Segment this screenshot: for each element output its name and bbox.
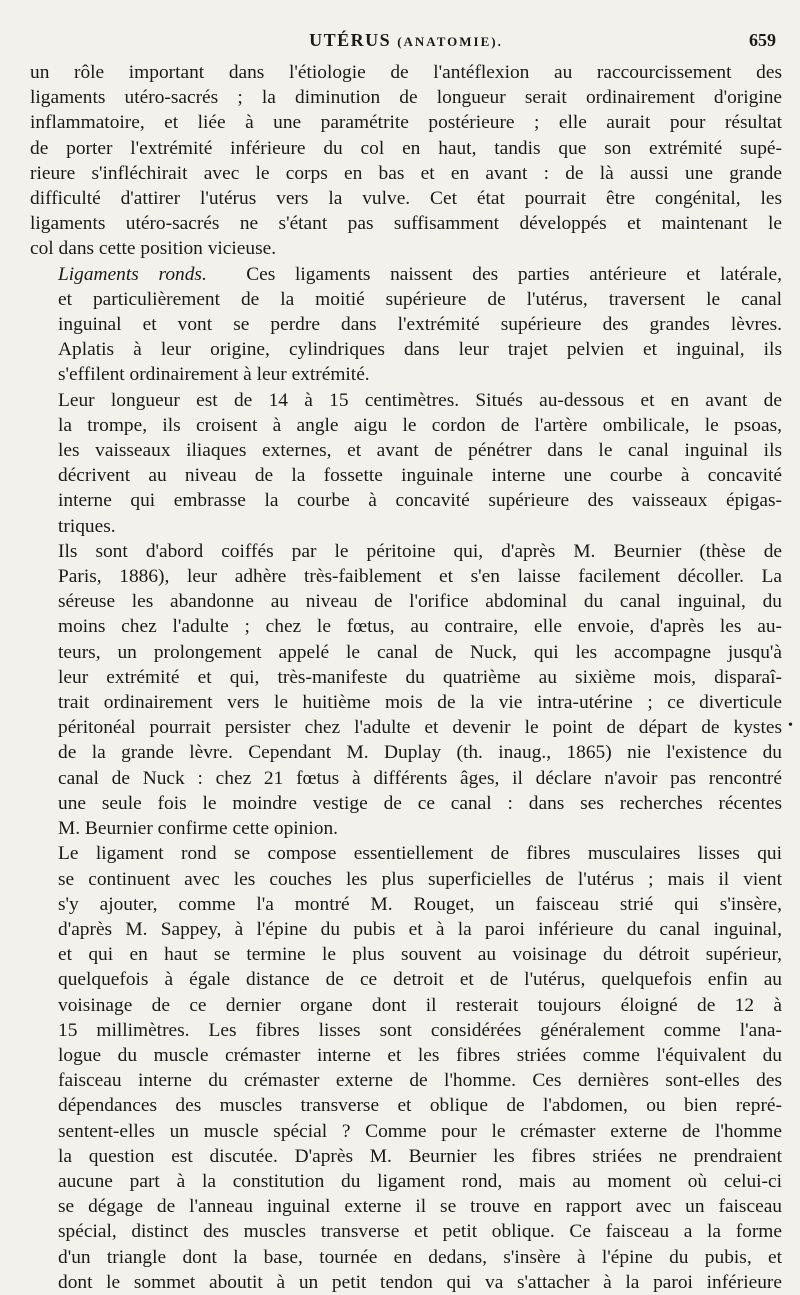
text-line: 15 millimètres. Les fibres lisses sont considérées généralement comme l'ana- [58,1019,782,1041]
margin-mark: • [788,718,793,733]
text-line: ligaments utéro-sacrés ne s'étant pas suffisamment développés et maintenant le [30,213,782,235]
text-line: spécial, distinct des muscles transverse et petit oblique. Ce faisceau a la forme [58,1221,782,1243]
text-line: triques. [58,515,116,537]
text-line: ligaments utéro-sacrés ; la diminution de longueur serait ordinairement d'origine [30,87,782,109]
running-title [30,30,782,51]
text-line: difficulté d'attirer l'utérus vers la vulve. Cet état pourrait être congénital, les [30,188,782,210]
text-line: teurs, un prolongement appelé le canal de Nuck, qui les accompagne jusqu'à [58,641,782,663]
text-line: une seule fois le moindre vestige de ce canal : dans ses recherches récentes [58,792,782,814]
running-header [30,30,782,58]
text-line: sentent-elles un muscle spécial ? Comme pour le crémaster externe de l'homme [58,1120,782,1142]
text-line: voisinage de ce dernier organe dont il resterait toujours éloigné de 12 à [58,994,782,1016]
line-text: Ces ligaments naissent des parties antérieure et latérale, [246,263,782,285]
text-line: moins chez l'adulte ; chez le fœtus, au contraire, elle envoie, d'après les au- [58,616,782,638]
paragraph [30,841,782,1295]
text-line: col dans cette position vicieuse. [30,238,277,260]
text-line: Le ligament rond se compose essentiellement de fibres musculaires lisses qui [58,843,782,865]
text-line: canal de Nuck : chez 21 fœtus à différents âges, il déclare n'avoir pas rencontré [58,767,782,789]
text-line: M. Beurnier confirme cette opinion. [58,818,338,840]
text-line: Aplatis à leur origine, cylindriques dans leur trajet pelvien et inguinal, ils [58,339,782,361]
text-line [30,262,782,287]
text-line: quelquefois à égale distance de ce detroit et de l'utérus, quelquefois enfin au [58,969,782,991]
text-line: aucune part à la constitution du ligament rond, mais au moment où celui-ci [58,1170,782,1192]
page-number: 659 [749,30,776,50]
text-line: se continuent avec les couches les plus superficielles de l'utérus ; mais il vient [58,868,782,890]
text-line: de la grande lèvre. Cependant M. Duplay (th. inaug., 1865) nie l'existence du [58,742,782,764]
header-subtitle: (ANATOMIE). [397,34,503,49]
text-line: rieure s'infléchirait avec le corps en bas et en avant : de là aussi une grande [30,162,782,184]
text-line: logue du muscle crémaster interne et les fibres striées comme l'équivalent du [58,1044,782,1066]
text-line: dépendances des muscles transverse et oblique de l'abdomen, ou bien repré- [58,1095,782,1117]
text-line: dont le sommet aboutit à un petit tendon qui va s'attacher à la paroi inférieure [58,1271,782,1293]
text-line: inguinal et vont se perdre dans l'extrémité supérieure des grandes lèvres. [58,314,782,336]
paragraph [30,60,782,262]
text-line: et particulièrement de la moitié supérieure de l'utérus, traversent le canal [58,288,782,310]
header-title: UTÉRUS [309,30,392,50]
paragraph [30,262,782,388]
text-line: d'un triangle dont la base, tournée en dedans, s'insère à l'épine du pubis, et [58,1246,782,1268]
text-line: les vaisseaux iliaques externes, et avant de pénétrer dans le canal inguinal ils [58,440,782,462]
text-line: inflammatoire, et liée à une paramétrite postérieure ; elle aurait pour résultat [30,112,782,134]
text-line: leur extrémité et qui, très-manifeste du quatrième au sixième mois, disparaî- [58,666,782,688]
text-line: péritonéal pourrait persister chez l'adulte et devenir le point de départ de kystes [58,717,782,739]
text-line: d'après M. Sappey, à l'épine du pubis et à la paroi inférieure du canal inguinal, [58,918,782,940]
text-line: faisceau interne du crémaster externe de l'homme. Ces dernières sont-elles des [58,1070,782,1092]
text-line: se dégage de l'anneau inguinal externe il se trouve en rapport avec un faisceau [58,1196,782,1218]
text-line: et qui en haut se termine le plus souvent au voisinage du détroit supérieur, [58,944,782,966]
paragraph [30,388,782,539]
text-line: de porter l'extrémité inférieure du col en haut, tandis que son extrémité supé- [30,137,782,159]
text-line: s'effilent ordinairement à leur extrémité. [58,364,370,386]
text-line: Ils sont d'abord coiffés par le péritoine qui, d'après M. Beurnier (thèse de [58,540,782,562]
text-line: séreuse les abandonne au niveau de l'orifice abdominal du canal inguinal, du [58,591,782,613]
text-line: s'y ajouter, comme l'a montré M. Rouget, un faisceau strié qui s'insère, [58,893,782,915]
text-line: décrivent au niveau de la fossette inguinale interne une courbe à concavité [58,465,782,487]
text-line: trait ordinairement vers le huitième mois de la vie intra-utérine ; ce diverticule [58,692,782,714]
paragraph [30,539,782,841]
text-line: la trompe, ils croisent à angle aigu le cordon de l'artère ombilicale, le psoas, [58,414,782,436]
text-line: la question est discutée. D'après M. Beurnier les fibres striées ne prendraient [58,1145,782,1167]
text-line: interne qui embrasse la courbe à concavité supérieure des vaisseaux épigas- [58,490,782,512]
text-line: un rôle important dans l'étiologie de l'antéflexion au raccourcissement des [30,62,782,83]
text-line: Paris, 1886), leur adhère très-faiblement et s'en laisse facilement décoller. La [58,566,782,588]
lead-italic-heading: Ligaments ronds. [58,263,207,285]
text-line: Leur longueur est de 14 à 15 centimètres. Situés au-dessous et en avant de [58,389,782,411]
body-text [30,60,782,1295]
